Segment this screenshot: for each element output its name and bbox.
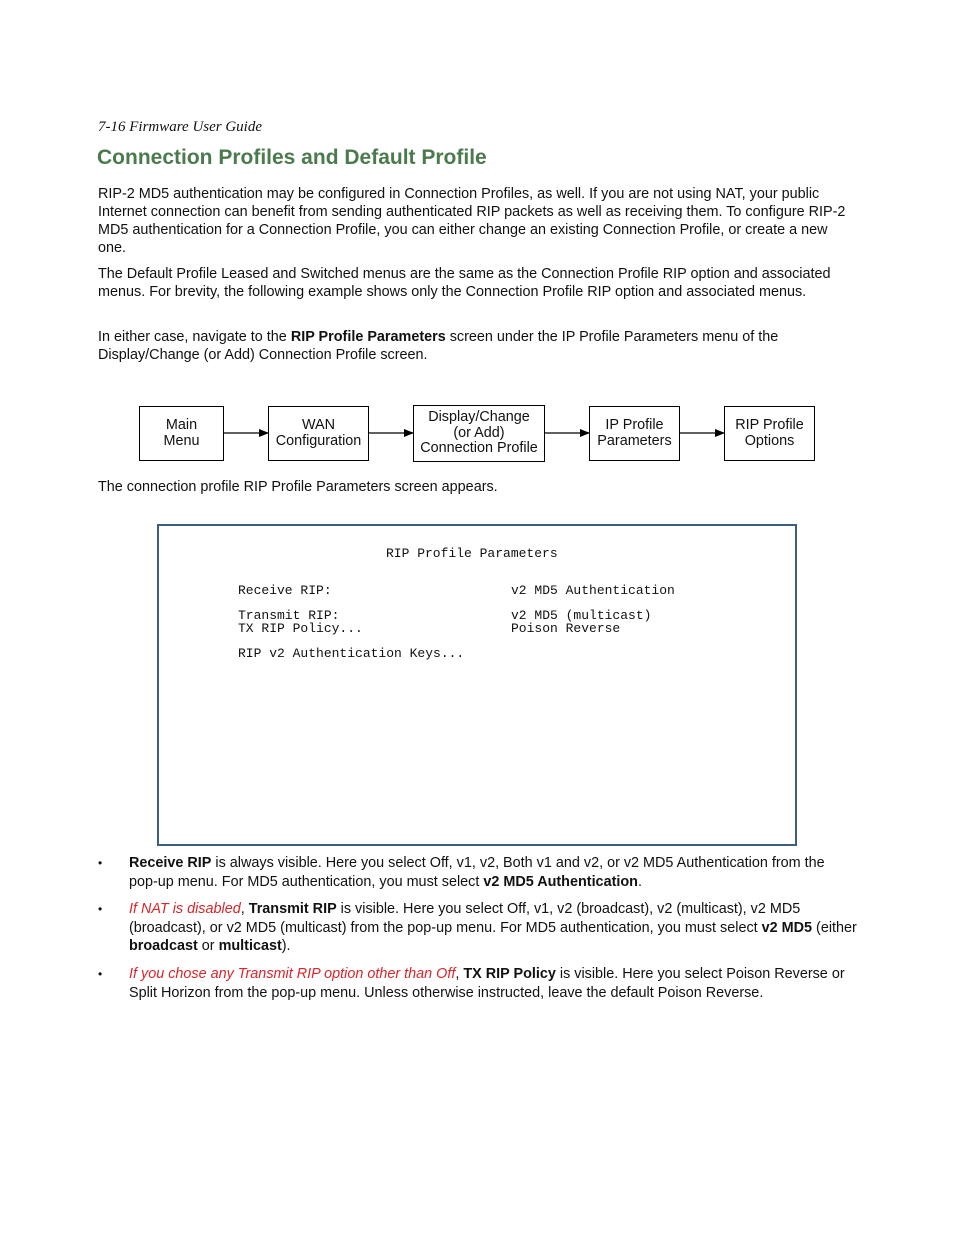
flow-box-main-menu [139, 406, 224, 461]
intro-paragraph: RIP-2 MD5 authentication may be configured in Connection Profiles, as well. If you are not using NAT, your public Internet connection can benefit from sending authenticated RIP packets as well as receiving them. To configure RIP-2 MD5 authentication for a Connection Profile, you can either change an existing Connection Profile, or create a new one. [98, 186, 846, 256]
screen-title: RIP Profile Parameters [386, 546, 558, 561]
bullet-span: is visible. Here you select Off, v1, v2 (broadcast), v2 (multicast), v2 MD5 (broadcast), or v2 MD5 (multicast) from the pop-up menu. For MD5 authentication, you must select [129, 901, 801, 936]
section-title: Connection Profiles and Default Profile [97, 146, 487, 169]
tx-rip-policy-value[interactable]: Poison Reverse [511, 621, 621, 636]
flow-box-line: Main [165, 417, 198, 433]
bullet-bold: Receive RIP [129, 855, 212, 871]
flow-box-wan-configuration [268, 406, 369, 461]
bullet-span: is always visible. Here you select Off, v1, v2, Both v1 and v2, or v2 MD5 Authentication from the pop-up menu. For MD5 authentication, you must select [129, 855, 825, 890]
bullet-condition: If you chose any Transmit RIP option other than Off [129, 966, 456, 982]
bullet-span: ). [281, 938, 291, 954]
bullet-text [129, 854, 857, 891]
bullet-icon: • [98, 856, 103, 870]
bullet-bold: TX RIP Policy [463, 966, 556, 982]
flow-box-line: Options [744, 432, 795, 449]
flow-box-line: Connection Profile [420, 440, 538, 457]
transmit-rip-value[interactable]: v2 MD5 (multicast) [511, 608, 652, 623]
flow-box-line: Configuration [275, 432, 362, 449]
bullet-icon: • [98, 902, 103, 916]
bullet-span: . [637, 873, 642, 890]
flow-box-line: RIP Profile [735, 417, 804, 433]
bullet-span: (either [812, 919, 857, 936]
bullet-span: or [197, 938, 219, 954]
bullet-text [129, 900, 857, 956]
receive-rip-value[interactable]: v2 MD5 Authentication [511, 583, 675, 598]
flow-box-line: (or Add) [453, 424, 505, 441]
bullet-bold: multicast [218, 938, 282, 954]
transmit-rip-label: Transmit RIP: [238, 608, 340, 623]
bullet-bold: v2 MD5 [761, 919, 813, 936]
tx-rip-policy-label[interactable]: TX RIP Policy... [238, 621, 363, 636]
bullet-span: is visible. Here you select Poison Reverse or Split Horizon from the pop-up menu. Unless otherwise instructed, leave the default Poison Reverse. [129, 966, 845, 1001]
bullet-bold: broadcast [129, 938, 198, 954]
bullet-span: , [455, 966, 464, 982]
flow-box-line: IP Profile [605, 417, 664, 433]
flow-box-line: Menu [163, 432, 200, 449]
flow-box-line: WAN [301, 417, 336, 433]
flow-box-connection-profile [413, 405, 545, 462]
flow-box-ip-profile-parameters [589, 406, 680, 461]
navigate-text-post: screen under the IP Profile Parameters menu of the Display/Change (or Add) Connection Profile screen. [98, 329, 779, 363]
receive-rip-label: Receive RIP: [238, 583, 332, 598]
bullet-bold: v2 MD5 Authentication [483, 873, 638, 890]
navigate-text-bold: RIP Profile Parameters [290, 329, 446, 345]
flow-box-line: Parameters [597, 432, 672, 449]
bullet-text [129, 965, 857, 1002]
bullet-span: , [240, 901, 249, 917]
rip-v2-auth-keys-item[interactable]: RIP v2 Authentication Keys... [238, 646, 465, 661]
running-head: 7-16 Firmware User Guide [98, 119, 263, 135]
screen-appears-paragraph: The connection profile RIP Profile Parameters screen appears. [98, 479, 498, 495]
flow-box-line: Display/Change [428, 409, 530, 426]
navigate-text-pre: In either case, navigate to the [98, 329, 291, 345]
bullet-bold: Transmit RIP [248, 901, 337, 917]
rip-profile-parameters-screen [157, 524, 797, 846]
bullet-condition: If NAT is disabled [129, 901, 241, 917]
flow-arrows [0, 0, 954, 470]
flow-box-rip-profile-options [724, 406, 815, 461]
bullet-icon: • [98, 967, 103, 981]
default-profile-paragraph: The Default Profile Leased and Switched menus are the same as the Connection Profile RIP option and associated menus. For brevity, the following example shows only the Connection Profile RIP option and associated menus. [98, 266, 831, 300]
